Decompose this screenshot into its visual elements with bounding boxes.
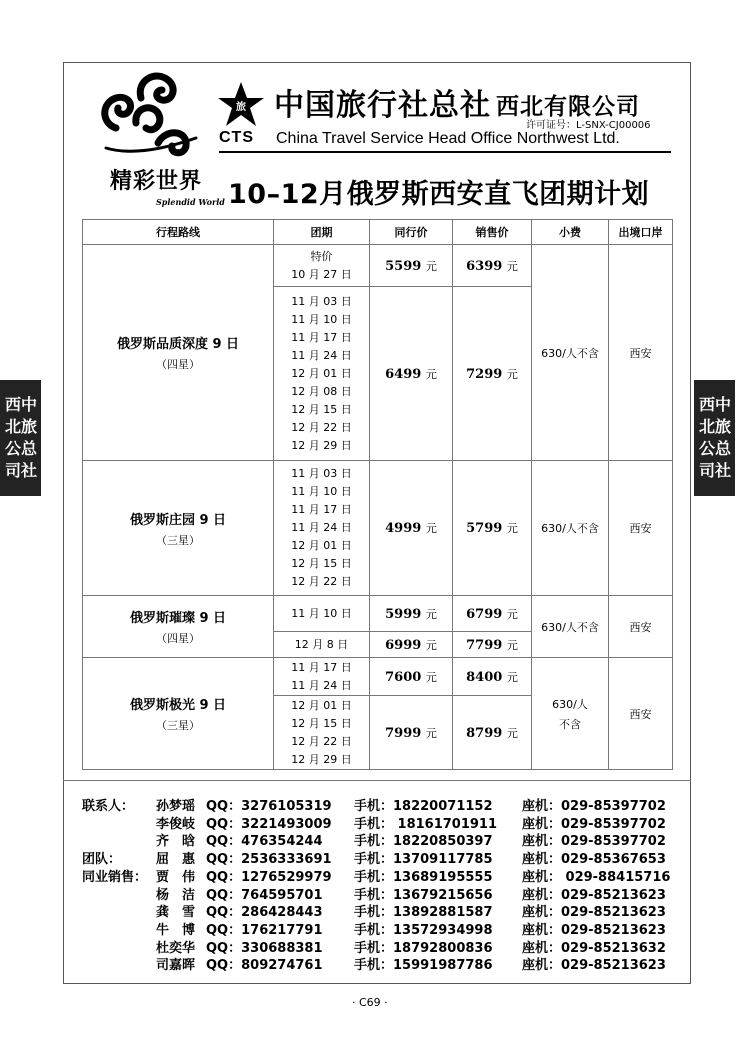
date-item: 12 月 01 日 [291,539,352,552]
header-sale-price: 销售价 [453,220,532,245]
contact-qq: QQ：809274761 [206,958,323,974]
date-item: 12 月 08 日 [291,384,352,398]
tip-cell: 630/人不含 [532,245,609,461]
currency: 元 [425,259,437,273]
header-rule [219,151,671,153]
tab-char: 旅 [715,417,732,436]
currency: 元 [425,726,437,740]
tab-char: 北 [5,417,22,436]
trade-price [370,658,453,696]
contact-name: 贾 伟 [156,869,196,885]
tab-char: 旅 [21,417,38,436]
table-row [83,461,673,596]
price-value: 7799 [466,637,503,653]
date-item: 12 月 15 日 [291,557,352,570]
currency: 元 [506,367,518,381]
trade-price [370,696,453,770]
route-cell [83,596,274,658]
contact-qq: QQ：476354244 [206,834,323,850]
cts-star-icon [216,80,266,130]
trade-price [370,461,453,596]
trade-price [370,596,453,632]
contact-qq: QQ：330688381 [206,940,323,956]
route-cell [83,245,274,461]
contact-name: 杨 洁 [156,887,196,903]
route-star: （三星） [156,719,200,732]
contact-mobile: 手机：13679215656 [354,887,493,903]
company-cn: 中国旅行社总社 [274,88,491,123]
license-number: 许可证号：L-SNX-CJ00006 [526,120,651,131]
brand-en: Splendid World [156,197,225,207]
trade-price [370,245,453,287]
currency: 元 [425,367,437,381]
sale-price [453,461,532,596]
contact-role: 同业销售： [82,869,148,885]
contact-mobile: 手机：13572934998 [354,922,493,938]
price-value: 5999 [385,606,422,622]
page-number: · C69 · [352,996,388,1009]
company-branch: 西北有限公司 [496,94,640,120]
date-item: 11 月 03 日 [291,467,352,480]
contact-name: 屈 惠 [156,852,196,868]
tab-char: 司 [699,461,716,480]
price-value: 6799 [466,606,503,622]
sale-price [453,287,532,461]
star-glyph: 旅 [236,102,246,113]
date-item: 12 月 01 日 [291,366,352,380]
contact-mobile: 手机：13689195555 [354,869,493,885]
dates-cell [274,461,370,596]
sale-price [453,596,532,632]
date-item: 12 月 22 日 [291,575,352,588]
date-item: 11 月 24 日 [291,348,352,362]
header-tip: 小费 [532,220,609,245]
price-value: 6399 [466,258,503,274]
contact-qq: QQ：1276529979 [206,869,332,885]
price-value: 8400 [466,669,503,685]
price-value: 6999 [385,637,422,653]
route-name: 俄罗斯品质深度 9 日 [116,337,240,352]
header-dates: 团期 [274,220,370,245]
date-item: 12 月 29 日 [291,438,352,452]
side-tab-col1 [5,394,21,482]
side-tab-right [694,380,735,496]
currency: 元 [425,670,437,684]
dates-cell [274,596,370,632]
route-star: （三星） [156,533,200,547]
tab-char: 司 [5,461,22,480]
header-route: 行程路线 [83,220,274,245]
tab-char: 公 [5,439,22,458]
contact-phone: 座机：029-85367653 [522,852,666,868]
tip-cell: 630/人不含 [532,596,609,658]
contact-phone: 座机：029-85397702 [522,799,666,814]
contact-name: 孙梦瑶 [156,799,196,814]
date-item: 11 月 03 日 [291,294,352,308]
date-item: 12 月 29 日 [291,752,352,766]
currency: 元 [425,522,437,535]
date-item: 11 月 17 日 [291,330,352,344]
company-en: China Travel Service Head Office Northwest Ltd. [276,130,620,147]
port-cell: 西安 [609,245,673,461]
currency: 元 [506,607,518,621]
currency: 元 [506,259,518,273]
tab-char: 公 [699,439,716,458]
dates-cell [274,245,370,287]
contact-phone: 座机：029-85397702 [522,816,666,832]
schedule-table [82,219,673,770]
dates-cell [274,696,370,770]
table-header-row [83,220,673,245]
contact-qq: QQ：764595701 [206,887,323,903]
contacts-divider [63,780,691,781]
contact-qq: QQ：2536333691 [206,852,332,868]
port-cell: 西安 [609,461,673,596]
date-item: 12 月 01 日 [291,698,352,712]
trade-price [370,287,453,461]
tab-char: 西 [5,395,22,414]
table-row [83,658,673,696]
tab-char: 总 [21,439,38,458]
price-value: 5599 [385,258,422,274]
route-name: 俄罗斯璀璨 9 日 [129,611,227,626]
tip-line: 630/人 [552,697,588,711]
contact-qq: QQ：3221493009 [206,816,332,832]
route-star: （四星） [156,358,200,371]
side-tab-col1 [699,394,715,482]
route-name: 俄罗斯庄园 9 日 [129,512,227,528]
contact-name: 牛 博 [156,922,196,938]
contact-mobile: 手机：18220850397 [354,834,493,850]
price-value: 7299 [466,366,503,382]
page-title: 10–12月俄罗斯西安直飞团期计划 [228,179,650,210]
route-cell [83,461,274,596]
contact-phone: 座机：029-85213623 [522,958,666,974]
price-value: 6499 [385,366,422,382]
tab-char: 西 [699,395,716,414]
contact-role: 团队： [82,852,122,868]
header-port: 出境口岸 [609,220,673,245]
port-cell: 西安 [609,596,673,658]
tab-char: 总 [715,439,732,458]
sale-price [453,658,532,696]
route-cell [83,658,274,770]
contact-qq: QQ：286428443 [206,905,323,921]
table-row [83,245,673,287]
date-item: 11 月 17 日 [291,503,352,516]
price-value: 5799 [466,521,503,536]
side-tab-left [0,380,41,496]
currency: 元 [506,638,518,652]
contact-phone: 座机：029-85397702 [522,834,666,850]
date-item: 11 月 24 日 [291,678,352,692]
contact-name: 龚 雪 [156,905,196,921]
contact-name: 齐 晗 [156,834,196,850]
side-tab-col2 [715,394,731,482]
route-name: 俄罗斯极光 9 日 [129,698,227,713]
price-value: 8799 [466,725,503,741]
contact-mobile: 手机：18792800836 [354,940,493,956]
date-label: 特价 [310,249,333,263]
side-tab-col2 [21,394,37,482]
cts-label: CTS [219,129,254,146]
currency: 元 [425,607,437,621]
tab-char: 社 [21,461,38,480]
port-cell: 西安 [609,658,673,770]
price-value: 4999 [385,521,422,536]
date-item: 10 月 27 日 [291,267,352,281]
trade-price [370,632,453,658]
currency: 元 [506,726,518,740]
dates-cell [274,658,370,696]
date-item: 11 月 24 日 [291,521,352,534]
tab-char: 中 [21,395,38,414]
contact-mobile: 手机：13892881587 [354,905,493,921]
dates-cell [274,287,370,461]
date-item: 12 月 22 日 [291,420,352,434]
currency: 元 [425,638,437,652]
splendid-world-logo [96,68,206,158]
sale-price [453,245,532,287]
tip-cell [532,658,609,770]
date-item: 12 月 22 日 [291,734,352,748]
contact-mobile: 手机：18220071152 [354,799,493,814]
price-value: 7600 [385,669,422,685]
date-item: 12 月 15 日 [291,716,352,730]
contact-name: 李俊岐 [156,816,196,832]
contact-phone: 座机：029-85213623 [522,887,666,903]
dates-cell [274,632,370,658]
tab-char: 北 [699,417,716,436]
currency: 元 [506,670,518,684]
price-value: 7999 [385,725,422,741]
date-item: 11 月 10 日 [291,312,352,326]
brand-cn: 精彩世界 [110,168,203,194]
contact-phone: 座机：029-85213632 [522,940,666,956]
sale-price [453,696,532,770]
contact-mobile: 手机： 18161701911 [354,816,498,832]
contact-phone: 座机： 029-88415716 [522,869,671,885]
date-item: 12 月 8 日 [294,637,349,651]
date-item: 12 月 15 日 [291,402,352,416]
date-item: 11 月 10 日 [291,606,352,620]
contact-mobile: 手机：15991987786 [354,958,493,974]
tab-char: 社 [715,461,732,480]
header-trade-price: 同行价 [370,220,453,245]
contact-qq: QQ：176217791 [206,922,323,938]
date-item: 11 月 17 日 [291,660,352,674]
contact-phone: 座机：029-85213623 [522,922,666,938]
contact-role: 联系人： [82,799,135,814]
currency: 元 [506,522,518,535]
contact-qq: QQ：3276105319 [206,799,332,814]
contact-name: 司嘉晖 [156,958,196,974]
tab-char: 中 [715,395,732,414]
sale-price [453,632,532,658]
route-star: （四星） [156,632,200,645]
tip-line: 不含 [559,717,581,731]
contact-phone: 座机：029-85213623 [522,905,666,921]
contact-name: 杜奕华 [156,940,196,956]
contact-mobile: 手机：13709117785 [354,852,493,868]
table-row [83,596,673,632]
tip-cell: 630/人不含 [532,461,609,596]
date-item: 11 月 10 日 [291,485,352,498]
